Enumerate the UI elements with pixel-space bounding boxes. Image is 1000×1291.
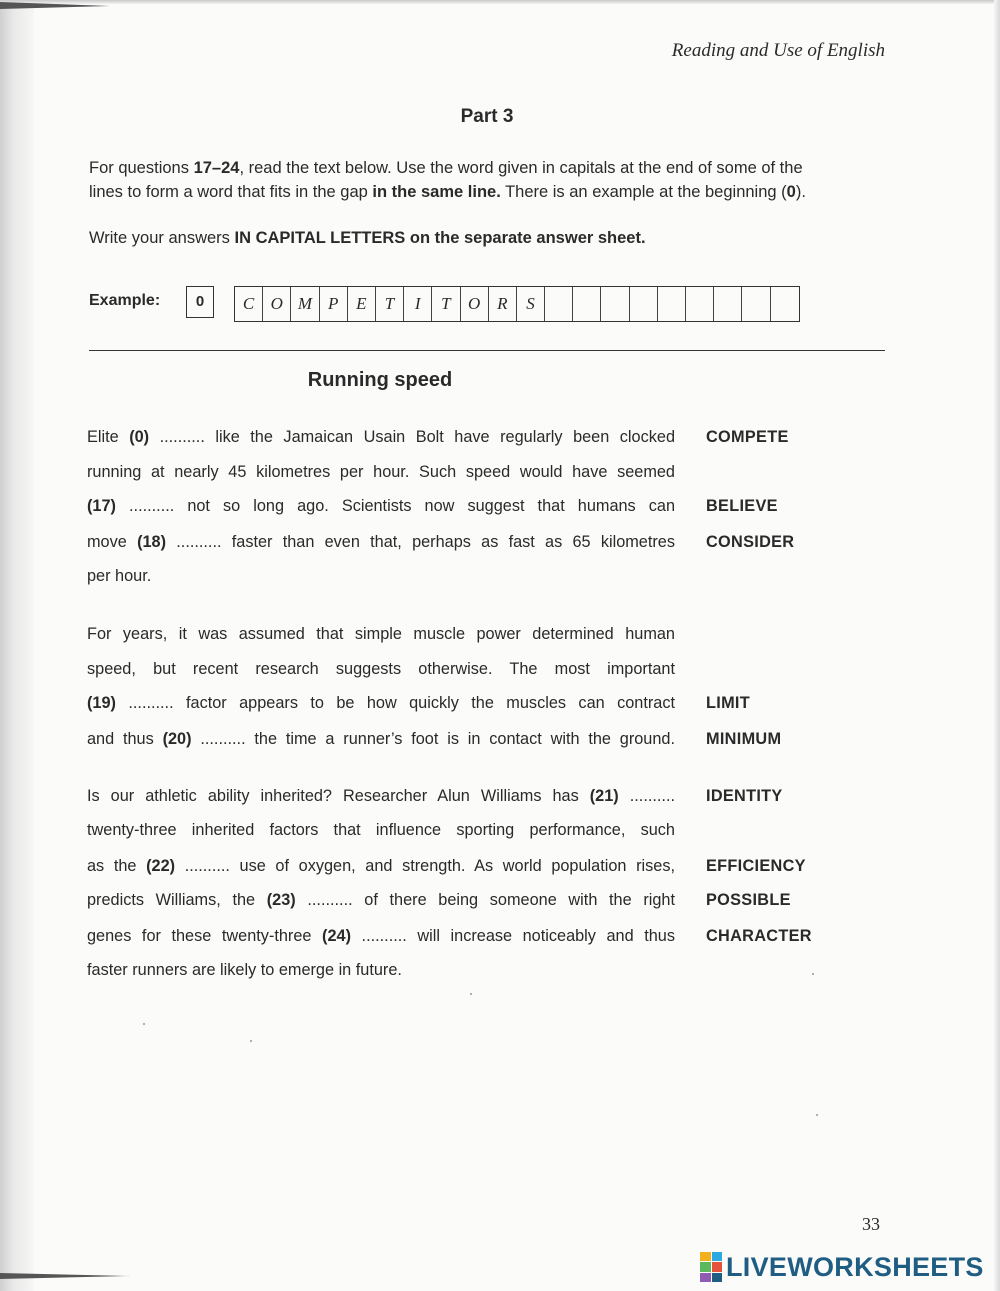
part-title: Part 3 — [460, 106, 514, 127]
line-text: .......... like the Jamaican Usain Bolt have regularly been clocked — [149, 428, 675, 446]
line-text: .......... of there being someone with the right — [295, 891, 675, 909]
line-text: .......... faster than even that, perhaps as fast as 65 kilometres — [166, 533, 676, 551]
line-text: .......... — [618, 787, 675, 805]
stem-word: CHARACTER — [706, 927, 812, 945]
running-head: Reading and Use of English — [671, 40, 885, 61]
example-letter-cell: T — [376, 287, 404, 321]
line-text: Is our athletic ability inherited? Researcher Alun Williams has — [87, 787, 590, 805]
stem-word: IDENTITY — [706, 787, 783, 805]
line-text: Elite — [87, 428, 130, 446]
example-label: Example: — [89, 292, 161, 309]
line-text: .......... use of oxygen, and strength. As world population rises, — [175, 857, 675, 875]
example-letter-cell — [630, 287, 658, 321]
instr-example-number: 0 — [786, 183, 796, 201]
line-text: per hour. — [87, 567, 152, 585]
example-letter-cell: C — [235, 287, 263, 321]
stem-word: EFFICIENCY — [706, 857, 806, 875]
text-line — [87, 533, 675, 552]
page-number: 33 — [862, 1214, 880, 1234]
divider-rule — [89, 350, 885, 351]
instr-text: ). — [795, 183, 806, 201]
stem-word: CONSIDER — [706, 533, 795, 551]
text-line — [87, 891, 675, 910]
example-letter-cell: P — [320, 287, 348, 321]
instr-emphasis: in the same line. — [372, 183, 501, 201]
scan-corner-mark-top — [0, 0, 110, 10]
instructions-line-1 — [89, 156, 889, 180]
instructions-line-2 — [89, 180, 889, 204]
stem-word: MINIMUM — [706, 730, 782, 748]
text-line — [87, 660, 675, 679]
text-line — [87, 463, 675, 482]
example-letter-cell: M — [291, 287, 319, 321]
instr-emphasis: IN CAPITAL LETTERS on the separate answer sheet. — [234, 229, 646, 247]
text-line — [87, 961, 675, 980]
example-letter-cell: I — [404, 287, 432, 321]
brand-name: LIVEWORKSHEETS — [726, 1251, 984, 1282]
gap-number: (20) — [162, 730, 192, 748]
gap-number: (18) — [137, 533, 167, 551]
example-letter-cell — [686, 287, 714, 321]
text-line — [87, 694, 675, 713]
gap-number: (21) — [589, 787, 619, 805]
line-text: .......... will increase noticeably and thus — [351, 927, 676, 945]
line-text: faster runners are likely to emerge in future. — [87, 961, 402, 979]
page-top-shadow — [0, 0, 1000, 4]
line-text: .......... factor appears to be how quickly the muscles can contract — [115, 694, 675, 712]
example-letter-cell — [714, 287, 742, 321]
stem-word: POSSIBLE — [706, 891, 791, 909]
text-line — [87, 625, 675, 644]
text-line — [87, 428, 675, 447]
stem-word: LIMIT — [706, 694, 750, 712]
line-text: predicts Williams, the — [87, 891, 267, 909]
example-letter-cell: R — [489, 287, 517, 321]
text-line — [87, 497, 675, 516]
instr-text: lines to form a word that fits in the gap — [89, 183, 373, 201]
gap-number: (17) — [87, 497, 116, 515]
text-line — [87, 927, 675, 946]
instructions-line-3 — [89, 226, 889, 250]
line-text: genes for these twenty-three — [87, 927, 323, 945]
text-line — [87, 787, 675, 806]
line-text: move — [87, 533, 138, 551]
text-line — [87, 730, 675, 749]
example-letter-cell — [658, 287, 686, 321]
stem-word: COMPETE — [706, 428, 789, 446]
instr-question-range: 17–24 — [193, 159, 240, 177]
example-letter-cell: S — [517, 287, 545, 321]
line-text: twenty-three inherited factors that influence sporting performance, such — [87, 821, 675, 839]
line-text: .......... not so long ago. Scientists now suggest that humans can — [115, 497, 675, 515]
example-letter-cell — [771, 287, 799, 321]
example-letter-cell: T — [432, 287, 460, 321]
example-letter-cell: E — [348, 287, 376, 321]
line-text: running at nearly 45 kilometres per hour. Such speed would have seemed — [87, 463, 675, 481]
stem-word: BELIEVE — [706, 497, 778, 515]
instr-text: , read the text below. Use the word given in capitals at the end of some of the — [239, 159, 803, 177]
example-letter-cell — [601, 287, 629, 321]
gap-number: (22) — [146, 857, 176, 875]
line-text: .......... the time a runner’s foot is in contact with the ground. — [191, 730, 675, 748]
page-right-shadow — [994, 0, 1000, 1291]
example-letter-cell: O — [263, 287, 291, 321]
gap-number: (24) — [322, 927, 351, 945]
instr-text: Write your answers — [89, 229, 235, 247]
example-answer-grid — [234, 286, 800, 322]
line-text: speed, but recent research suggests otherwise. The most important — [87, 660, 675, 678]
example-letter-cell — [742, 287, 770, 321]
text-line — [87, 567, 675, 586]
text-title: Running speed — [307, 369, 453, 391]
line-text: and thus — [87, 730, 163, 748]
example-letter-cell — [545, 287, 573, 321]
scan-corner-mark-bottom — [0, 1268, 130, 1280]
example-number-box: 0 — [186, 286, 214, 318]
gap-number: (23) — [266, 891, 296, 909]
page-left-shadow — [0, 0, 34, 1291]
text-line — [87, 857, 675, 876]
gap-number: (0) — [129, 428, 150, 446]
text-line — [87, 821, 675, 840]
liveworksheets-logo-icon — [700, 1252, 722, 1282]
example-letter-cell — [573, 287, 601, 321]
instr-text: There is an example at the beginning ( — [500, 183, 787, 201]
gap-number: (19) — [87, 694, 116, 712]
example-letter-cell: O — [461, 287, 489, 321]
line-text: For years, it was assumed that simple muscle power determined human — [87, 625, 675, 643]
instr-text: For questions — [89, 159, 194, 177]
brand-watermark — [700, 1250, 984, 1284]
line-text: as the — [87, 857, 147, 875]
